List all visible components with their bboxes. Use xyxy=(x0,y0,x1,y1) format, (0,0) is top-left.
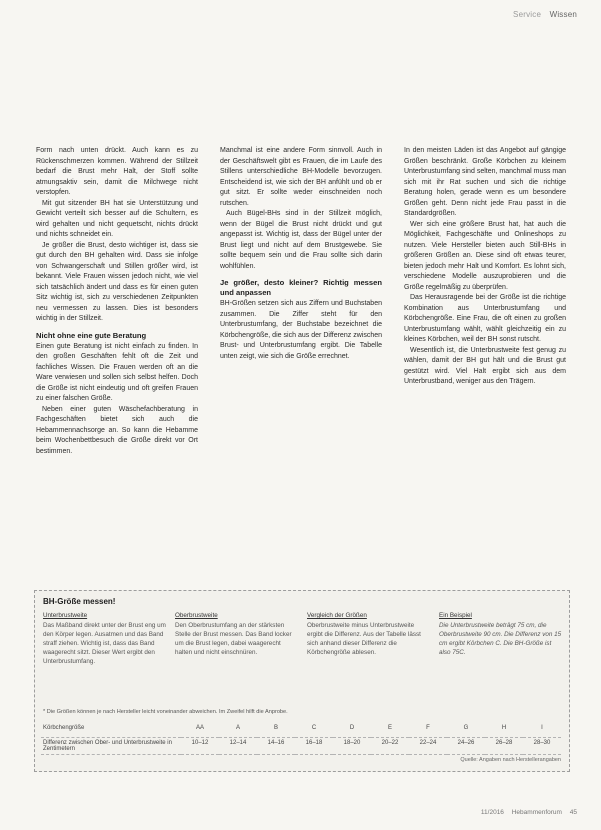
box-title: BH-Größe messen! xyxy=(43,597,116,606)
paragraph: Form nach unten drückt. Auch kann es zu Rückenschmerzen kommen. Während der Stillzeit bedarf die Brust mehr Halt, der Stoff sollte atmungsaktiv sein, damit die Milchwege nicht verstopfen. xyxy=(36,147,198,196)
table-header-cell: B xyxy=(257,723,295,738)
table-header-cell: A xyxy=(219,723,257,738)
article-column-3 xyxy=(404,146,566,388)
paragraph: Wesentlich ist, die Unterbrustweite fest genug zu wählen, damit der BH gut hält und die Brust gut gestützt wird. Viel Halt ergibt sich aus dem Unterbrustband, weniger aus den Trägern. xyxy=(404,346,566,385)
page-footer xyxy=(475,809,577,816)
table-header-cell: C xyxy=(295,723,333,738)
paragraph: Neben einer guten Wäschefachberatung in Fachgeschäften bietet sich auch die Hebammennachsorge an. So kann die Hebamme beim Wochenbettbesuch die Größe direkt vor Ort bestimmen. xyxy=(36,405,198,455)
paragraph: Auch Bügel-BHs sind in der Stillzeit möglich, wenn der Bügel die Brust nicht drückt und gut angepasst ist. Wichtig ist, dass der Bügel unter der Brust liegt und nicht auf dem Brustgewebe. Sie sollte bequem sein und die Frau sollte sich darin wohlfühlen. xyxy=(220,210,382,270)
step-body: Den Oberbrustumfang an der stärksten Stelle der Brust messen. Das Band locker um die Brust legen, dabei waagerecht halten und nicht einschnüren. xyxy=(175,622,292,656)
box-source: Quelle: Angaben nach Herstellerangaben xyxy=(460,757,561,763)
paragraph: Manchmal ist eine andere Form sinnvoll. Auch in der Geschäftswelt gibt es Frauen, die im Laufe des Stillens unterschiedliche BH-Modelle bevorzugen. Entscheidend ist, wie sich der BH anfühlt und ob er gut sitzt. Er sollte weder einschneiden noch rutschen. xyxy=(220,147,382,207)
table-header-cell: D xyxy=(333,723,371,738)
box-footnote: * Die Größen können je nach Hersteller leicht voneinander abweichen. Im Zweifel hilft die Anprobe. xyxy=(43,709,288,715)
paragraph: Mit gut sitzender BH hat sie Unterstützung und Gewicht verteilt sich besser auf die Schultern, es wird gehalten und nicht gequetscht, nichts drückt und nichts schneidet ein. xyxy=(36,199,198,238)
step-example xyxy=(439,611,563,666)
step-overbust xyxy=(175,611,299,666)
magazine-name: Hebammenforum xyxy=(511,809,562,816)
table-cell: 12–14 xyxy=(219,738,257,755)
table-row xyxy=(41,738,561,755)
table-header-cell: H xyxy=(485,723,523,738)
page-number: 45 xyxy=(569,809,577,816)
step-compare xyxy=(307,611,431,666)
paragraph: Wer sich eine größere Brust hat, hat auch die Möglichkeit, Fachgeschäfte und Onlineshops zu nutzen. Viele Hersteller bieten auch Still-BHs in größeren Größen an. Diese sind oft etwas teurer, bieten jedoch mehr Halt und Komfort. Es lohnt sich, verschiedene Modelle auszuprobieren und die Größe regelmäßig zu überprüfen. xyxy=(404,220,566,291)
table-row xyxy=(41,723,561,738)
table-row-label: Differenz zwischen Ober- und Unterbrustweite in Zentimetern xyxy=(41,738,181,755)
table-row-label: Körbchengröße xyxy=(41,723,181,738)
paragraph: BH-Größen setzen sich aus Ziffern und Buchstaben zusammen. Die Ziffer steht für den Unterbrustumfang, der Buchstabe bezeichnet die Körbchengröße, die sich aus der Differenz zwischen Brust- und Unterbrustumfang ergibt. Die Tabelle unten zeigt, wie sich die Größe errechnet. xyxy=(220,300,382,360)
page-header xyxy=(513,10,577,19)
table-cell: 14–16 xyxy=(257,738,295,755)
step-title: Ein Beispiel xyxy=(439,612,472,619)
table-header-cell: E xyxy=(371,723,409,738)
paragraph: Je größer die Brust, desto wichtiger ist, dass sie gut durch den BH gehalten wird. Dass sie infolge von Schwangerschaft und Stillen größer wird, ist bekannt. Viele Frauen wissen jedoch nicht, wie viel sich tatsächlich ändert und dass es für einen guten Sitz wichtig ist, sich zu verschiedenen Zeitpunkten neu vermessen zu lassen. Dies ist besonders wichtig in der Stillzeit. xyxy=(36,241,198,322)
article-column-2 xyxy=(220,146,382,362)
table-cell: 20–22 xyxy=(371,738,409,755)
table-cell: 24–26 xyxy=(447,738,485,755)
table-header-cell: F xyxy=(409,723,447,738)
step-title: Unterbrustweite xyxy=(43,612,88,619)
paragraph: Einen gute Beratung ist nicht einfach zu finden. In den großen Geschäften fehlt oft die Zeit und fachliches Wissen. Die Frauen werden oft an die Ware verwiesen und sollen sich selbst helfen. Doch die Größe ist nicht eindeutig und oft greifen Frauen zu einer falschen Größe. xyxy=(36,342,198,402)
info-box xyxy=(34,590,570,772)
table-cell: 18–20 xyxy=(333,738,371,755)
step-title: Oberbrustweite xyxy=(175,612,218,619)
step-body: Oberbrustweite minus Unterbrustweite ergibt die Differenz. Aus der Tabelle lässt sich anhand dieser Differenz die Körbchengröße ablesen. xyxy=(307,622,421,656)
table-cell: 16–18 xyxy=(295,738,333,755)
paragraph: In den meisten Läden ist das Angebot auf gängige Größen beschränkt. Große Körbchen zu kleinem Unterbrustumfang sind selten, manchmal muss man sich mit ihr Rat suchen und sich die richtige Beratung holen, gerade wenn es um besondere Größen geht. Denn nicht jede Frau passt in die Standardgrößen. xyxy=(404,147,566,217)
table-cell: 28–30 xyxy=(523,738,561,755)
table-header-cell: G xyxy=(447,723,485,738)
step-title: Vergleich der Größen xyxy=(307,612,367,619)
issue-number: 11/2016 xyxy=(480,809,504,816)
measure-steps xyxy=(43,611,563,666)
section-label: Service xyxy=(513,10,542,19)
article-column-1 xyxy=(36,146,198,457)
section-heading: Je größer, desto kleiner? Richtig messen und anpassen xyxy=(220,278,382,297)
step-body: Die Unterbrustweite beträgt 75 cm, die Oberbrustweite 90 cm. Die Differenz von 15 cm ergibt Körbchen C. Die BH-Größe ist also 75C. xyxy=(439,622,562,656)
cup-size-table xyxy=(41,723,561,755)
section-heading: Nicht ohne eine gute Beratung xyxy=(36,330,147,340)
table-cell: 10–12 xyxy=(181,738,219,755)
category-label: Wissen xyxy=(549,10,577,19)
table-header-cell: I xyxy=(523,723,561,738)
table-cell: 26–28 xyxy=(485,738,523,755)
table-header-cell: AA xyxy=(181,723,219,738)
table-cell: 22–24 xyxy=(409,738,447,755)
step-underbust xyxy=(43,611,167,666)
paragraph: Das Herausragende bei der Größe ist die richtige Kombination aus Unterbrustumfang und Körbchengröße. Eine Frau, die oft einen zu großen Unterbrustumfang wählt, wählt gleichzeitig ein zu kleines Körbchen, weil der BH sonst rutscht. xyxy=(404,294,566,343)
step-body: Das Maßband direkt unter der Brust eng um den Körper legen. Ausatmen und das Band straff ziehen. Wichtig ist, dass das Band waagerecht sitzt. Dieser Wert ergibt den Unterbrustumfang. xyxy=(43,622,166,665)
